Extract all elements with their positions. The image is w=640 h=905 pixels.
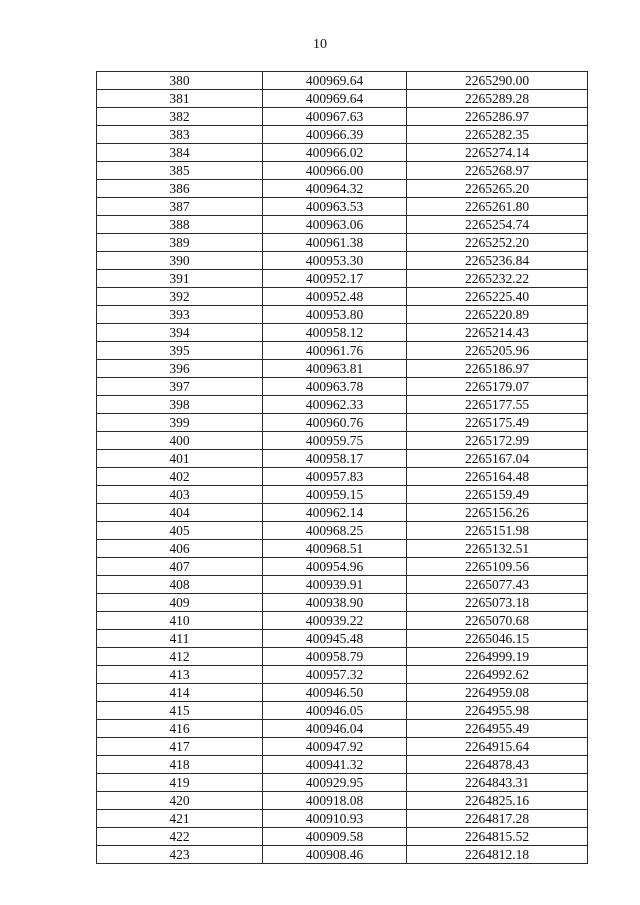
table-row <box>97 432 588 450</box>
point-number-cell: 415 <box>97 702 263 720</box>
y-coordinate-cell: 2264999.19 <box>407 648 588 666</box>
table-row <box>97 306 588 324</box>
table-row <box>97 180 588 198</box>
table-row <box>97 522 588 540</box>
point-number-cell: 381 <box>97 90 263 108</box>
table-row <box>97 198 588 216</box>
y-coordinate-cell: 2265225.40 <box>407 288 588 306</box>
x-coordinate-cell: 400939.22 <box>263 612 407 630</box>
table-row <box>97 234 588 252</box>
table-row <box>97 468 588 486</box>
table-row <box>97 558 588 576</box>
point-number-cell: 397 <box>97 378 263 396</box>
point-number-cell: 391 <box>97 270 263 288</box>
x-coordinate-cell: 400929.95 <box>263 774 407 792</box>
table-row <box>97 252 588 270</box>
point-number-cell: 413 <box>97 666 263 684</box>
point-number-cell: 421 <box>97 810 263 828</box>
point-number-cell: 414 <box>97 684 263 702</box>
y-coordinate-cell: 2265109.56 <box>407 558 588 576</box>
x-coordinate-cell: 400966.39 <box>263 126 407 144</box>
y-coordinate-cell: 2265175.49 <box>407 414 588 432</box>
table-row <box>97 684 588 702</box>
y-coordinate-cell: 2265236.84 <box>407 252 588 270</box>
x-coordinate-cell: 400946.50 <box>263 684 407 702</box>
point-number-cell: 393 <box>97 306 263 324</box>
y-coordinate-cell: 2265254.74 <box>407 216 588 234</box>
y-coordinate-cell: 2265167.04 <box>407 450 588 468</box>
y-coordinate-cell: 2265156.26 <box>407 504 588 522</box>
table-row <box>97 612 588 630</box>
point-number-cell: 387 <box>97 198 263 216</box>
y-coordinate-cell: 2265290.00 <box>407 72 588 90</box>
point-number-cell: 410 <box>97 612 263 630</box>
x-coordinate-cell: 400957.83 <box>263 468 407 486</box>
x-coordinate-cell: 400963.53 <box>263 198 407 216</box>
x-coordinate-cell: 400966.02 <box>263 144 407 162</box>
point-number-cell: 384 <box>97 144 263 162</box>
x-coordinate-cell: 400957.32 <box>263 666 407 684</box>
x-coordinate-cell: 400968.51 <box>263 540 407 558</box>
table-row <box>97 540 588 558</box>
x-coordinate-cell: 400966.00 <box>263 162 407 180</box>
x-coordinate-cell: 400969.64 <box>263 90 407 108</box>
table-row <box>97 162 588 180</box>
x-coordinate-cell: 400910.93 <box>263 810 407 828</box>
table-row <box>97 504 588 522</box>
x-coordinate-cell: 400938.90 <box>263 594 407 612</box>
y-coordinate-cell: 2264959.08 <box>407 684 588 702</box>
table-row <box>97 792 588 810</box>
y-coordinate-cell: 2265186.97 <box>407 360 588 378</box>
table-row <box>97 720 588 738</box>
point-number-cell: 385 <box>97 162 263 180</box>
x-coordinate-cell: 400952.48 <box>263 288 407 306</box>
point-number-cell: 416 <box>97 720 263 738</box>
y-coordinate-cell: 2264815.52 <box>407 828 588 846</box>
table-row <box>97 342 588 360</box>
point-number-cell: 394 <box>97 324 263 342</box>
point-number-cell: 422 <box>97 828 263 846</box>
point-number-cell: 418 <box>97 756 263 774</box>
y-coordinate-cell: 2264878.43 <box>407 756 588 774</box>
x-coordinate-cell: 400947.92 <box>263 738 407 756</box>
point-number-cell: 390 <box>97 252 263 270</box>
table-row <box>97 72 588 90</box>
y-coordinate-cell: 2265214.43 <box>407 324 588 342</box>
point-number-cell: 403 <box>97 486 263 504</box>
y-coordinate-cell: 2265261.80 <box>407 198 588 216</box>
y-coordinate-cell: 2265268.97 <box>407 162 588 180</box>
table-row <box>97 576 588 594</box>
table-row <box>97 594 588 612</box>
x-coordinate-cell: 400952.17 <box>263 270 407 288</box>
x-coordinate-cell: 400963.06 <box>263 216 407 234</box>
point-number-cell: 409 <box>97 594 263 612</box>
point-number-cell: 388 <box>97 216 263 234</box>
point-number-cell: 389 <box>97 234 263 252</box>
x-coordinate-cell: 400945.48 <box>263 630 407 648</box>
table-row <box>97 828 588 846</box>
y-coordinate-cell: 2264955.98 <box>407 702 588 720</box>
x-coordinate-cell: 400962.33 <box>263 396 407 414</box>
y-coordinate-cell: 2265046.15 <box>407 630 588 648</box>
point-number-cell: 420 <box>97 792 263 810</box>
table-row <box>97 108 588 126</box>
point-number-cell: 401 <box>97 450 263 468</box>
y-coordinate-cell: 2264992.62 <box>407 666 588 684</box>
y-coordinate-cell: 2264843.31 <box>407 774 588 792</box>
x-coordinate-cell: 400918.08 <box>263 792 407 810</box>
point-number-cell: 406 <box>97 540 263 558</box>
y-coordinate-cell: 2265265.20 <box>407 180 588 198</box>
point-number-cell: 412 <box>97 648 263 666</box>
x-coordinate-cell: 400954.96 <box>263 558 407 576</box>
x-coordinate-cell: 400941.32 <box>263 756 407 774</box>
x-coordinate-cell: 400963.81 <box>263 360 407 378</box>
x-coordinate-cell: 400967.63 <box>263 108 407 126</box>
x-coordinate-cell: 400953.30 <box>263 252 407 270</box>
x-coordinate-cell: 400968.25 <box>263 522 407 540</box>
y-coordinate-cell: 2265172.99 <box>407 432 588 450</box>
x-coordinate-cell: 400969.64 <box>263 72 407 90</box>
y-coordinate-cell: 2265252.20 <box>407 234 588 252</box>
point-number-cell: 399 <box>97 414 263 432</box>
y-coordinate-cell: 2264955.49 <box>407 720 588 738</box>
x-coordinate-cell: 400961.38 <box>263 234 407 252</box>
point-number-cell: 419 <box>97 774 263 792</box>
coordinates-table-body <box>97 72 588 864</box>
point-number-cell: 408 <box>97 576 263 594</box>
y-coordinate-cell: 2265179.07 <box>407 378 588 396</box>
table-row <box>97 288 588 306</box>
y-coordinate-cell: 2265289.28 <box>407 90 588 108</box>
table-row <box>97 396 588 414</box>
table-row <box>97 774 588 792</box>
x-coordinate-cell: 400962.14 <box>263 504 407 522</box>
x-coordinate-cell: 400958.12 <box>263 324 407 342</box>
x-coordinate-cell: 400953.80 <box>263 306 407 324</box>
point-number-cell: 382 <box>97 108 263 126</box>
point-number-cell: 395 <box>97 342 263 360</box>
table-row <box>97 90 588 108</box>
y-coordinate-cell: 2265132.51 <box>407 540 588 558</box>
table-row <box>97 324 588 342</box>
table-row <box>97 450 588 468</box>
point-number-cell: 423 <box>97 846 263 864</box>
y-coordinate-cell: 2265282.35 <box>407 126 588 144</box>
point-number-cell: 417 <box>97 738 263 756</box>
point-number-cell: 400 <box>97 432 263 450</box>
y-coordinate-cell: 2265274.14 <box>407 144 588 162</box>
point-number-cell: 405 <box>97 522 263 540</box>
point-number-cell: 380 <box>97 72 263 90</box>
y-coordinate-cell: 2265220.89 <box>407 306 588 324</box>
x-coordinate-cell: 400959.75 <box>263 432 407 450</box>
y-coordinate-cell: 2265177.55 <box>407 396 588 414</box>
x-coordinate-cell: 400958.17 <box>263 450 407 468</box>
table-row <box>97 360 588 378</box>
y-coordinate-cell: 2265286.97 <box>407 108 588 126</box>
point-number-cell: 392 <box>97 288 263 306</box>
y-coordinate-cell: 2265164.48 <box>407 468 588 486</box>
table-row <box>97 846 588 864</box>
point-number-cell: 383 <box>97 126 263 144</box>
table-row <box>97 270 588 288</box>
table-row <box>97 126 588 144</box>
y-coordinate-cell: 2264915.64 <box>407 738 588 756</box>
coordinates-table <box>96 71 588 864</box>
point-number-cell: 396 <box>97 360 263 378</box>
x-coordinate-cell: 400908.46 <box>263 846 407 864</box>
point-number-cell: 398 <box>97 396 263 414</box>
point-number-cell: 407 <box>97 558 263 576</box>
table-row <box>97 738 588 756</box>
y-coordinate-cell: 2265070.68 <box>407 612 588 630</box>
point-number-cell: 402 <box>97 468 263 486</box>
table-row <box>97 666 588 684</box>
page-number: 10 <box>313 37 327 52</box>
table-row <box>97 810 588 828</box>
x-coordinate-cell: 400939.91 <box>263 576 407 594</box>
table-row <box>97 756 588 774</box>
table-row <box>97 486 588 504</box>
table-row <box>97 630 588 648</box>
table-row <box>97 144 588 162</box>
y-coordinate-cell: 2264817.28 <box>407 810 588 828</box>
x-coordinate-cell: 400909.58 <box>263 828 407 846</box>
table-row <box>97 648 588 666</box>
x-coordinate-cell: 400958.79 <box>263 648 407 666</box>
x-coordinate-cell: 400960.76 <box>263 414 407 432</box>
x-coordinate-cell: 400963.78 <box>263 378 407 396</box>
point-number-cell: 411 <box>97 630 263 648</box>
table-row <box>97 414 588 432</box>
y-coordinate-cell: 2265232.22 <box>407 270 588 288</box>
y-coordinate-cell: 2264812.18 <box>407 846 588 864</box>
x-coordinate-cell: 400946.04 <box>263 720 407 738</box>
x-coordinate-cell: 400959.15 <box>263 486 407 504</box>
table-row <box>97 702 588 720</box>
y-coordinate-cell: 2264825.16 <box>407 792 588 810</box>
y-coordinate-cell: 2265151.98 <box>407 522 588 540</box>
point-number-cell: 404 <box>97 504 263 522</box>
x-coordinate-cell: 400964.32 <box>263 180 407 198</box>
y-coordinate-cell: 2265159.49 <box>407 486 588 504</box>
table-row <box>97 378 588 396</box>
point-number-cell: 386 <box>97 180 263 198</box>
x-coordinate-cell: 400946.05 <box>263 702 407 720</box>
table-row <box>97 216 588 234</box>
y-coordinate-cell: 2265077.43 <box>407 576 588 594</box>
y-coordinate-cell: 2265073.18 <box>407 594 588 612</box>
y-coordinate-cell: 2265205.96 <box>407 342 588 360</box>
x-coordinate-cell: 400961.76 <box>263 342 407 360</box>
